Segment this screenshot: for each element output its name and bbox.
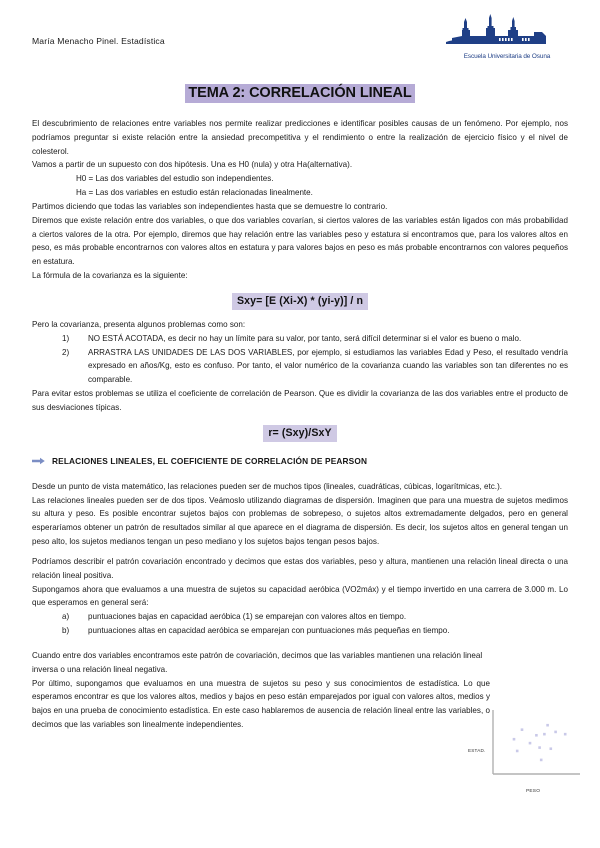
list-item-text: puntuaciones bajas en capacidad aeróbica (1) se emparejan con valores altos en tiempo. (88, 612, 407, 622)
list-marker: 2) (62, 347, 70, 357)
hypothesis-alternative: Ha = Las dos variables en estudio están relacionadas linealmente. (76, 188, 313, 198)
paragraph-covariation: Diremos que existe relación entre dos variables, o que dos variables covarían, si ciertos valores de las variables están ligados con más probabilidad a ciertos valores de la otra. Por ejemplo, diremos que hay relación entre las variables peso y estatura si encontramos que, para los valores altos en peso, es más probable encontrarnos con valores altos en estatura y para valores bajos en peso es más probable encontrarnos con valores pequeños en estatura. (32, 215, 568, 267)
scatter-point (529, 742, 532, 745)
paragraph-independence-example: Por último, supongamos que evaluamos en una muestra de sujetos su peso y sus conocimientos de estadística. Lo que esperamos encontrar es que los valores altos, medios y bajos en peso están emparejados por igual con valores altos, medios y bajos en una prueba de conocimiento estadística. En este caso hablaremos de ausencia de relación lineal entre las variables, o decimos que las variables son linealmente independientes. (32, 678, 490, 729)
scatter-point (546, 724, 549, 727)
list-marker: a) (62, 612, 70, 622)
paragraph-hypothesis-intro: Vamos a partir de un supuesto con dos hipótesis. Una es H0 (nula) y otra Ha(alternativa). (32, 160, 353, 170)
scatter-point (540, 759, 543, 762)
arrow-right-icon (32, 457, 45, 465)
section-heading-label: RELACIONES LINEALES, EL COEFICIENTE DE CORRELACIÓN DE PEARSON (52, 455, 368, 466)
scatter-point (543, 733, 546, 736)
paragraph-positive-relation: Podríamos describir el patrón covariación encontrado y decimos que estas dos variables, peso y altura, mantienen una relación lineal directa o una relación lineal positiva. (32, 556, 568, 580)
chart-y-axis-label: ESTAD. (468, 748, 486, 753)
hypothesis-null: H0 = Las dos variables del estudio son independientes. (76, 174, 274, 184)
covariance-problems-list (32, 332, 568, 387)
scatter-point (521, 728, 524, 731)
chart-x-axis-label: PESO (526, 789, 541, 794)
scatter-point (550, 747, 553, 750)
scatter-point (554, 731, 557, 734)
university-building-icon (442, 12, 572, 54)
paragraph-aerobic-example: Supongamos ahora que evaluamos a una muestra de sujetos su capacidad aeróbica (VO2máx) y el tiempo invertido en una carrera de 3.000 m. Lo que esperamos en general será: (32, 584, 568, 608)
list-item (32, 624, 568, 638)
list-item (32, 610, 568, 624)
list-marker: 1) (62, 333, 70, 343)
list-marker: b) (62, 626, 70, 636)
paragraph-pearson-lead: Para evitar estos problemas se utiliza el coeficiente de correlación de Pearson. Que es dividir la covarianza de las dos variables entre el producto de sus desviaciones típicas. (32, 389, 568, 412)
scatter-point (535, 734, 538, 737)
paragraph-scatter-explanation: Las relaciones lineales pueden ser de dos tipos. Veámoslo utilizando diagramas de dispersión. Imaginen que para una muestra de sujetos medimos su altura y peso. Es posible encontrar sujetos bajos con problemas de sobrepeso, o sujetos altos extremadamente delgados, pero en general esperaríamos obtener un patrón de resultados similar al que aparece en el diagrama de dispersión. Es decir, los sujetos altos en general tengan un peso alto, los sujetos medianos tengan un peso mediano y los sujetos bajos tengan pesos bajos. (32, 495, 568, 547)
paragraph-formula-lead: La fórmula de la covarianza es la siguiente: (32, 271, 188, 281)
paragraph-negative-relation: Cuando entre dos variables encontramos este patrón de covariación, decimos que las variables mantienen una relación lineal inversa o una relación lineal negativa. (32, 650, 483, 674)
list-item (32, 346, 568, 387)
formula-pearson-container (32, 423, 568, 442)
header-author: María Menacho Pinel. Estadística (32, 36, 165, 46)
scatter-points (513, 724, 567, 761)
escuela-universitaria-osuna-logo (442, 12, 572, 60)
formula-covariance: Sxy= [E (Xi-X) * (yi-y)] / n (232, 293, 368, 310)
paragraph-intro: El descubrimiento de relaciones entre variables nos permite realizar predicciones e identificar posibles causas de un fenómeno. Por ejemplo, nos podríamos preguntar si existe relación entre la ansiedad precompetitiva y el rendimiento o entre la realización de ejercicio físico y el nivel de colesterol. (32, 119, 568, 156)
document-header (32, 28, 568, 74)
paragraph-relation-types: Desde un punto de vista matemático, las relaciones pueden ser de muchos tipos (lineales, cuadráticas, cúbicas, logarítmicas, etc.). (32, 481, 503, 491)
scatter-point (538, 746, 541, 749)
scatter-plot-svg (480, 708, 586, 786)
scatter-point (516, 750, 519, 753)
list-item (32, 332, 568, 346)
section-heading-pearson (32, 456, 568, 466)
formula-covariance-container (32, 291, 568, 310)
page-title-container (32, 84, 568, 103)
list-item-text: puntuaciones altas en capacidad aeróbica se emparejan con puntuaciones más pequeñas en tiempo. (88, 626, 450, 636)
paragraph-independence: Partimos diciendo que todas las variables son independientes hasta que se demuestre lo contrario. (32, 201, 388, 211)
expectations-list (32, 610, 568, 638)
page-title: TEMA 2: CORRELACIÓN LINEAL (185, 84, 414, 103)
paragraph-problems-lead: Pero la covarianza, presenta algunos problemas como son: (32, 319, 246, 329)
scatter-point (513, 738, 516, 741)
logo-caption: Escuela Universitaria de Osuna (463, 53, 551, 60)
list-item-text: NO ESTÁ ACOTADA, es decir no hay un límite para su valor, por tanto, será difícil determinar si el valor es bueno o malo. (88, 333, 522, 343)
scatter-plot-figure (468, 708, 586, 794)
formula-pearson: r= (Sxy)/SxY (263, 425, 336, 442)
list-item-text: ARRASTRA LAS UNIDADES DE LAS DOS VARIABLES, por ejemplo, si estudiamos las variables Edad y Peso, el resultado vendría expresado en años/Kg, esto es confuso. Por tanto, el valor numérico de la covarianza cuando las variables son tan diferentes no es comparable. (88, 347, 568, 385)
scatter-point (564, 733, 567, 736)
